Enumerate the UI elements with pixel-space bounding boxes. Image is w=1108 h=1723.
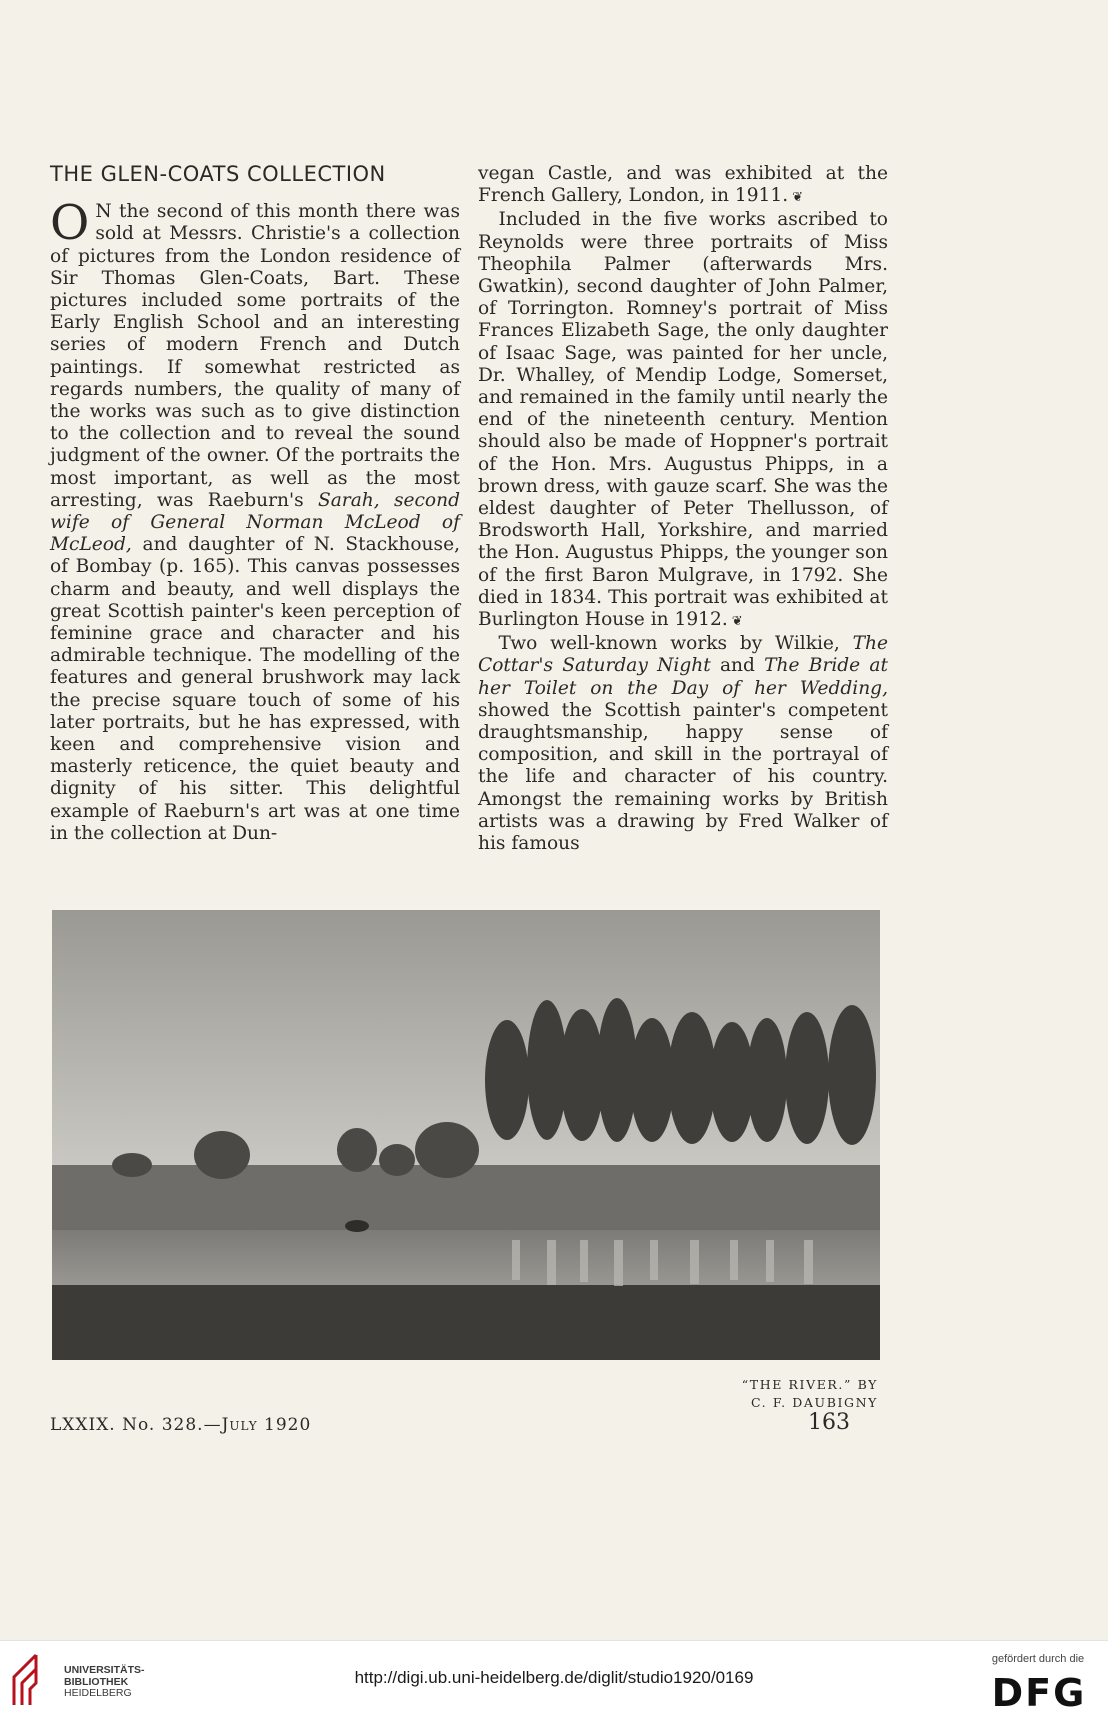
permalink-url[interactable]: http://digi.ub.uni-heidelberg.de/diglit/studio1920/0169 xyxy=(354,1668,754,1687)
right-column xyxy=(478,163,888,855)
article-heading: THE GLEN-COATS COLLECTION xyxy=(50,162,386,186)
paragraph-1-continued: vegan Castle, and was exhibited at the French Gallery, London, in 1911. ❦ xyxy=(478,163,888,207)
dfg-logo: DFG xyxy=(991,1671,1087,1715)
painting-title: The Cottar's Saturday Night xyxy=(478,633,888,677)
left-column xyxy=(50,163,460,845)
river-landscape-image xyxy=(52,910,880,1360)
drop-cap: O xyxy=(50,195,90,252)
painting-title: The Bride at her Toilet on the Day of her Wedding, xyxy=(478,655,888,699)
paragraph-3: Two well-known works by Wilkie, The Cottar's Saturday Night and The Bride at her Toilet on the Day of her Wedding, showed the Scottish painter's competent draughtsmanship, happy sense of composition, and skill in the portrayal of the life and character of his country. Amongst the remaining works by British artists was a drawing by Fred Walker of his famous xyxy=(478,633,888,855)
issue-line: LXXIX. No. 328.—July 1920 xyxy=(50,1415,312,1435)
digitization-footer xyxy=(0,1640,1108,1723)
paragraph-1: O N the second of this month there was sold at Messrs. Christie's a collection of pictures from the London residence of Sir Thomas Glen-Coats, Bart. These pictures included some portraits of the Early English School and an interesting series of modern French and Dutch paintings. If somewhat restricted as regards numbers, the quality of many of the works was such as to give distinction to the collection and to reveal the sound judgment of the owner. Of the portraits the most important, as well as the most arresting, was Raeburn's Sarah, second wife of General Norman McLeod of McLeod, and daughter of N. Stackhouse, of Bombay (p. 165). This canvas possesses charm and beauty, and well displays the great Scottish painter's keen perception of feminine grace and character and his admirable technique. The modelling of the features and general brushwork may lack the precise square touch of some of his later portraits, but he has expressed, with keen and comprehensive vision and masterly reticence, the quiet beauty and dignity of his sitter. This delightful example of Raeburn's art was at one time in the collection at Dun- xyxy=(50,195,460,844)
page-number: 163 xyxy=(808,1410,850,1435)
leaf-ornament-icon: ❦ xyxy=(792,190,804,206)
paragraph-2: Included in the five works ascribed to Reynolds were three portraits of Miss Theophila Palmer (afterwards Mrs. Gwatkin), second daughter of John Palmer, of Torrington. Romney's portrait of Miss Frances Elizabeth Sage, the only daughter of Isaac Sage, was painted for her uncle, Dr. Whalley, of Mendip Lodge, Somerset, and remained in the family until nearly the end of the nineteenth century. Mention should also be made of Hoppner's portrait of the Hon. Mrs. Augustus Phipps, in a brown dress, with gauze scarf. She was the eldest daughter of Peter Thellusson, of Brodsworth Hall, Yorkshire, and married the Hon. Augustus Phipps, the younger son of the first Baron Mulgrave, in 1792. She died in 1834. This portrait was exhibited at Burlington House in 1912. ❦ xyxy=(478,209,888,631)
funding-note: gefördert durch die xyxy=(991,1653,1085,1665)
river-painting-plate xyxy=(52,910,880,1360)
leaf-ornament-icon: ❦ xyxy=(731,614,743,630)
plate-caption: “THE RIVER.” BY C. F. DAUBIGNY xyxy=(741,1377,878,1410)
university-library-name: UNIVERSITÄTS- BIBLIOTHEK HEIDELBERG xyxy=(64,1664,145,1699)
painting-title: Sarah, second wife of General Norman McLeod of McLeod, xyxy=(50,489,460,556)
